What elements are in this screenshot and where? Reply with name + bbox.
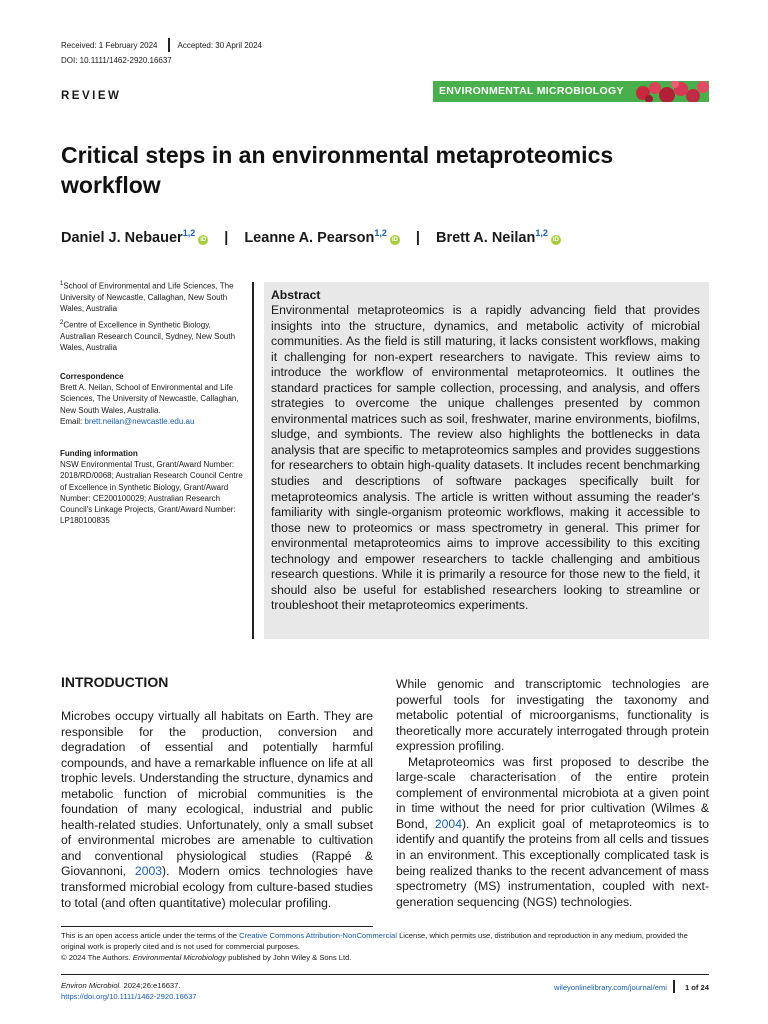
correspondence-email-line [60, 416, 246, 427]
article-title: Critical steps in an environmental metaproteomics workflow [61, 142, 614, 198]
introduction-heading: INTRODUCTION [61, 674, 169, 690]
author-affiliation-marker[interactable]: 1,2 [535, 228, 548, 238]
paragraph-text: ). Modern omics technologies have transformed microbial ecology from culture-based studies to total (and often quantitative) molecular profiling. [61, 864, 373, 910]
doi-link[interactable]: https://doi.org/10.1111/1462-2920.16637 [61, 992, 197, 1001]
author-separator: | [415, 229, 420, 246]
introduction-paragraph-1 [61, 709, 373, 911]
funding-block [60, 448, 246, 526]
footer-rule [61, 974, 709, 975]
abstract-heading: Abstract [271, 288, 321, 302]
correspondence-block [60, 371, 246, 427]
citation-line [61, 980, 197, 991]
footer-divider [673, 980, 675, 993]
author-affiliation-marker[interactable]: 1,2 [182, 228, 196, 238]
copyright-text [61, 952, 711, 963]
email-link[interactable]: brett.neilan@newcastle.edu.au [84, 416, 195, 426]
citation-link[interactable]: 2003 [134, 864, 163, 879]
orcid-icon[interactable]: iD [391, 236, 398, 243]
journal-banner-art-icon [629, 81, 709, 102]
introduction-paragraph-3 [396, 755, 709, 910]
journal-banner-text: ENVIRONMENTAL MICROBIOLOGY [439, 85, 624, 97]
journal-banner[interactable] [433, 81, 709, 102]
license-text [61, 930, 711, 952]
license-text-pre: This is an open access article under the terms of the [61, 931, 240, 940]
author-list [61, 228, 561, 246]
citation-volume: 2024;26:e16637. [121, 981, 181, 990]
author-affiliation-marker[interactable]: 1,2 [374, 228, 387, 238]
paragraph-text: ). An explicit goal of metaproteomics is to identify and quantify the proteins from all cells and tissues in an environment. This exceptionally complicated task is being realized thanks to the recent advancement of mass spectrometry (MS) instrumentation, coupled with next-generation sequencing (NGS) technologies. [396, 816, 709, 909]
paragraph-text: Metaproteomics was first proposed to describe the large-scale characterisation of the entire protein complement of environmental microbiota at a given point in time without the need for prior cultivation (Wilmes & Bond, [396, 754, 709, 831]
copyright-post: published by John Wiley & Sons Ltd. [226, 953, 352, 962]
author-name[interactable]: Brett A. Neilan [435, 229, 536, 246]
funding-text: NSW Environmental Trust, Grant/Award Number: 2018/RD/0068; Australian Research Council Centre of Excellence in Synthetic Biology, Grant/Award Number: CE200100029; Australian Research Council's Linkage Projects, Grant/Award Number: LP180100835 [60, 460, 243, 526]
article-dates [61, 38, 262, 52]
copyright-pre: © 2024 The Authors. [61, 953, 133, 962]
received-date: Received: 1 February 2024 [61, 41, 158, 50]
license-text-post: License, which permits use, distribution and reproduction in any medium, provided the original work is properly cited and is not used for commercial purposes. [61, 931, 688, 951]
abstract-divider [252, 282, 254, 639]
correspondence-heading: Correspondence [60, 372, 124, 381]
paragraph-text: Microbes occupy virtually all habitats on Earth. They are responsible for the production, conversion and degradation of essential and potentially harmful compounds, and have a remarkable influence on life at all trophic levels. Understanding the structure, dynamics and metabolic function of microbial communities is the foundation of many ecological, industrial and public health-related studies. Unfortunately, only a small subset of environmental microbes are amenable to cultivation and conventional physiological studies (Rappé & Giovannoni, [61, 709, 373, 879]
affiliation-number: 1 [60, 281, 64, 287]
article-doi: DOI: 10.1111/1462-2920.16637 [61, 56, 172, 65]
footer-right [554, 980, 709, 993]
abstract-text: Environmental metaproteomics is a rapidly advancing field that provides insights into the structure, dynamics, and metabolic activity of microbial communities. As the field is still maturing, it lacks consistent workflows, making it challenging for non-expert researchers to navigate. This review aims to introduce the workflow of environmental metaproteomics. It outlines the standard practices for sample collection, processing, and analysis, and offers strategies to overcome the unique challenges presented by common environmental matrices such as soil, freshwater, marine environments, biofilms, sludge, and symbionts. The review also highlights the bottlenecks in data analysis that are specific to metaproteomics samples and provides suggestions for researchers to obtain high-quality datasets. It includes recent benchmarking studies and descriptions of software packages specifically built for metaproteomics analysis. The article is written without assuming the reader's familiarity with single-organism proteomic workflows, making it accessible to those new to proteomics or mass spectrometry in general. This primer for environmental metaproteomics aims to improve accessibility to this exciting technology and empower researchers to tackle challenging and ambitious research questions. While it is primarily a resource for those new to the field, it should also be useful for established researchers looking to streamline or troubleshoot their metaproteomics experiments. [271, 303, 700, 613]
funding-heading: Funding information [60, 449, 138, 458]
introduction-paragraph-2: While genomic and transcriptomic technologies are powerful tools for investigating the taxonomy and metabolic potential of microorganisms, functionality is theoretically more accurately interrogated through protein expression profiling. [396, 677, 709, 754]
license-footnote [61, 930, 711, 963]
author-separator: | [224, 229, 229, 246]
author-name[interactable]: Leanne A. Pearson [244, 229, 375, 246]
license-link[interactable]: Creative Commons Attribution-NonCommercial [239, 931, 397, 940]
date-divider [168, 38, 170, 52]
footer-citation [61, 980, 197, 1002]
email-label: Email: [60, 416, 85, 426]
affiliation-2 [60, 318, 246, 353]
affiliation-text: Centre of Excellence in Synthetic Biology, Australian Research Council, Sydney, New South Wales, Australia [60, 320, 236, 353]
affiliation-1 [60, 279, 246, 314]
introduction-column-2 [396, 677, 709, 910]
section-label: REVIEW [61, 90, 122, 102]
footnote-rule [61, 926, 373, 927]
author-name[interactable]: Daniel J. Nebauer [61, 229, 183, 246]
affiliation-number: 2 [60, 320, 64, 326]
abstract-box [264, 282, 709, 639]
copyright-journal: Environmental Microbiology [132, 953, 227, 962]
correspondence-text: Brett A. Neilan, School of Environmental and Life Sciences, The University of Newcastle, Callaghan, New South Wales, Australia. [60, 383, 239, 415]
orcid-icon[interactable]: iD [200, 236, 207, 243]
accepted-date: Accepted: 30 April 2024 [177, 41, 263, 50]
citation-journal: Environ Microbiol. [61, 981, 122, 990]
journal-site-link[interactable]: wileyonlinelibrary.com/journal/emi [553, 983, 667, 992]
citation-link[interactable]: 2004 [434, 816, 462, 831]
page-number: 1 of 24 [684, 983, 709, 992]
orcid-icon[interactable]: iD [552, 236, 559, 243]
affiliation-text: School of Environmental and Life Sciences, The University of Newcastle, Callaghan, New South Wales, Australia [60, 281, 234, 314]
